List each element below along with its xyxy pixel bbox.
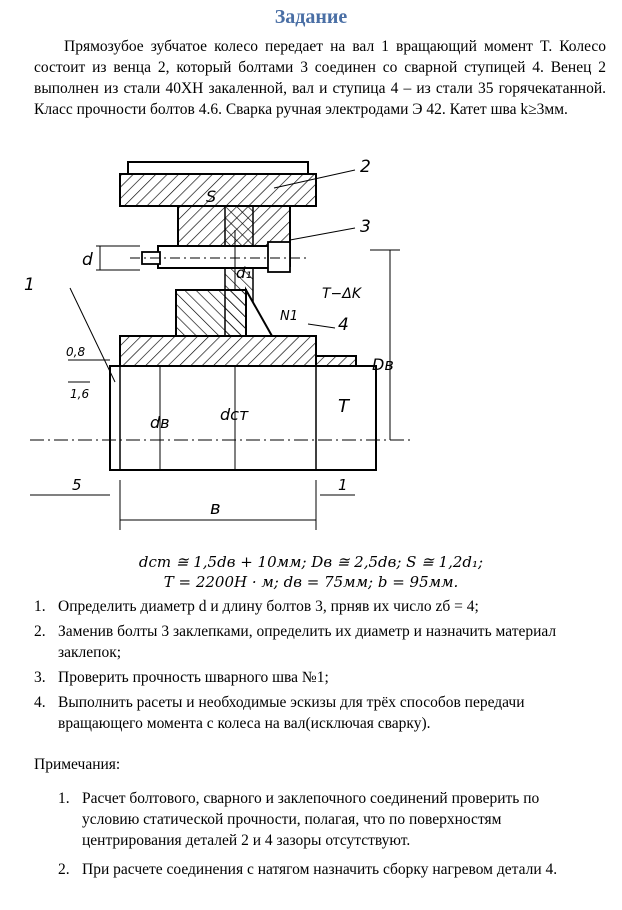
label-tdk: T−ΔK bbox=[322, 286, 362, 302]
task-item bbox=[34, 667, 606, 688]
label-width-b: в bbox=[210, 498, 221, 519]
label-weld-n1: N1 bbox=[280, 309, 298, 324]
note-text: Расчет болтового, сварного и заклепочного соединений проверить по условию статической прочности, полагая, что по поверхностям центрирования деталей 2 и 4 зазоры отсутствуют. bbox=[82, 790, 540, 849]
task-list bbox=[34, 596, 606, 738]
notes-title: Примечания: bbox=[34, 756, 121, 773]
notes-list bbox=[58, 788, 598, 888]
label-torque: T bbox=[338, 396, 349, 417]
task-item bbox=[34, 621, 606, 663]
label-part-3: 3 bbox=[360, 217, 371, 237]
label-dst: dст bbox=[220, 405, 249, 424]
task-item bbox=[34, 692, 606, 734]
note-number: 2. bbox=[58, 861, 70, 878]
label-dim-5: 5 bbox=[72, 476, 82, 494]
task-number: 4. bbox=[34, 694, 46, 711]
label-s: S bbox=[206, 187, 217, 206]
task-text: Выполнить расеты и необходимые эскизы для трёх способов передачи вращающего момента с колеса на вал(исключая сварку). bbox=[58, 694, 525, 732]
label-dim-1: 1 bbox=[338, 476, 348, 494]
label-part-1: 1 bbox=[24, 275, 35, 295]
label-Dv: Dв bbox=[372, 355, 394, 374]
task-text: Проверить прочность шварного шва №1; bbox=[58, 669, 329, 686]
technical-drawing bbox=[10, 150, 612, 545]
label-roughness-16: 1,6 bbox=[70, 387, 90, 401]
task-number: 3. bbox=[34, 669, 46, 686]
note-item bbox=[58, 788, 598, 851]
label-part-4: 4 bbox=[338, 315, 349, 335]
page-title: Задание bbox=[274, 6, 348, 28]
task-number: 2. bbox=[34, 623, 46, 640]
note-item bbox=[58, 859, 598, 880]
formulas bbox=[0, 552, 622, 592]
label-d1: d₁ bbox=[236, 264, 252, 282]
label-d: d bbox=[82, 250, 93, 270]
task-intro: Прямозубое зубчатое колесо передает на вал 1 вращающий момент T. Колесо состоит из венца 2, который болтами 3 соединен со сварной ступицей 4. Венец 2 выполнен из стали 40ХН закаленной, вал и ступица 4 – из стали 35 горячекатанной. Класс прочности болтов 4.6. Сварка ручная электродами Э 42. Катет шва k≥3мм. bbox=[34, 38, 606, 118]
note-text: При расчете соединения с натягом назначить сборку нагревом детали 4. bbox=[82, 861, 558, 878]
label-part-2: 2 bbox=[360, 157, 371, 177]
task-text: Определить диаметр d и длину болтов 3, пpняв их число zб = 4; bbox=[58, 598, 479, 615]
note-number: 1. bbox=[58, 790, 70, 807]
formula-line-2: T = 2200Н · м; dв = 75мм; b = 95мм. bbox=[163, 573, 459, 591]
label-roughness-08: 0,8 bbox=[66, 345, 86, 359]
task-number: 1. bbox=[34, 598, 46, 615]
label-dv: dв bbox=[150, 413, 170, 432]
task-text: Заменив болты 3 заклепками, определить их диаметр и назначить материал заклепок; bbox=[58, 623, 557, 661]
task-item bbox=[34, 596, 606, 617]
formula-line-1: dст ≅ 1,5dв + 10мм; Dв ≅ 2,5dв; S ≅ 1,2d₁; bbox=[138, 553, 484, 571]
